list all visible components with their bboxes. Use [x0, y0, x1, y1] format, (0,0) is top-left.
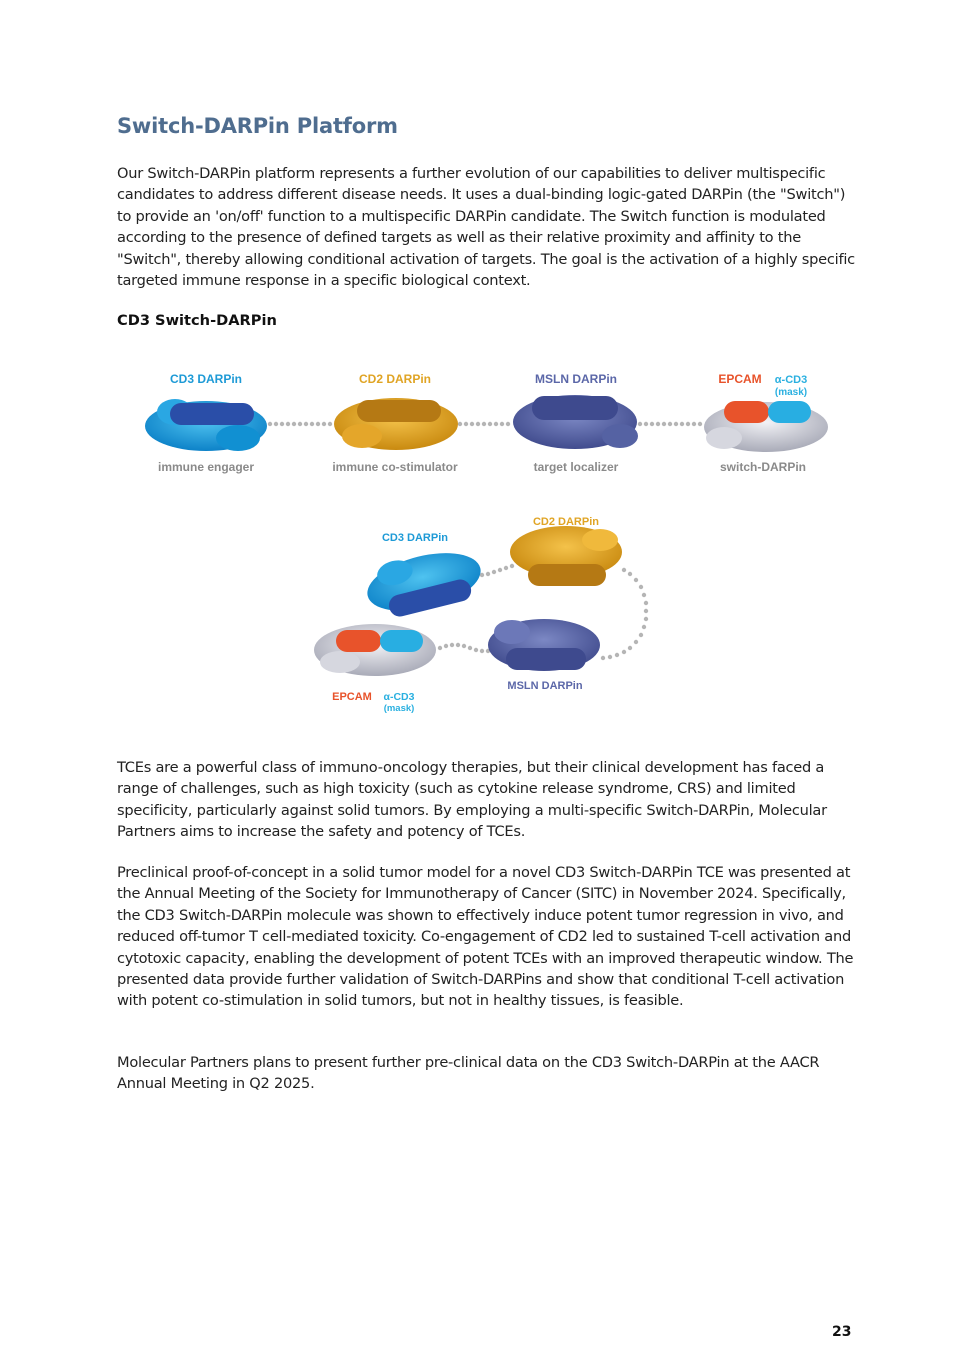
cluster-cd2-label: CD2 DARPin — [532, 516, 600, 528]
paragraph-tces: TCEs are a powerful class of immuno-oncology therapies, but their clinical development has faced a range of challenges, such as high toxicity (such as cytokine release syndrome, CRS) and limited specificity, particularly against solid tumors. By employing a multi-specific Switch-DARPin, Molecular Partners aims to increase the safety and potency of TCEs. — [117, 759, 827, 841]
cluster-alpha-cd3-label: α-CD3 — [383, 691, 415, 703]
cd2-darpin-molecule — [334, 398, 458, 450]
paragraph-preclinical: Preclinical proof-of-concept in a solid tumor model for a novel CD3 Switch-DARPin TCE was presented at the Annual Meeting of the Society for Immunotherapy of Cancer (SITC) in November 2024. Specifically, the CD3 Switch-DARPin molecule was shown to effectively induce potent tumor regression in vivo, and reduced off-tumor T cell-mediated toxicity. Co-engagement of CD2 led to sustained T-cell activation and cytotoxic capacity, enabling the development of potent TCEs with an improved therapeutic window. The presented data provide further validation of Switch-DARPins and show that conditional T-cell activation with potent co-stimulation in solid tumors, but not in healthy tissues, is feasible. — [117, 864, 854, 1010]
intro-paragraph: Our Switch-DARPin platform represents a further evolution of our capabilities to deliver multispecific candidates to address different disease needs. It uses a dual-binding logic-gated DARPin (the "Switch") to provide an 'on/off' function to a multispecific DARPin candidate. The Switch function is modulated according to the presence of defined targets as well as their relative proximity and affinity to the "Switch", thereby allowing conditional activation of targets. The goal is the activation of a highly specific targeted immune response in a specific biological context. — [117, 165, 855, 290]
cd3-darpin-molecule — [145, 399, 267, 451]
cd3-darpin-label: CD3 DARPin — [169, 372, 243, 386]
immune-engager-label: immune engager — [157, 460, 255, 474]
epcam-label: EPCAM — [718, 372, 762, 386]
target-localizer-label: target localizer — [533, 460, 619, 474]
cluster-switch-molecule — [314, 624, 436, 676]
immune-co-stimulator-label: immune co-stimulator — [332, 460, 458, 474]
paragraph-aacr: Molecular Partners plans to present further pre-clinical data on the CD3 Switch-DARPin at the AACR Annual Meeting in Q2 2025. — [117, 1054, 820, 1093]
switch-darpin-role-label: switch-DARPin — [719, 460, 807, 474]
section-title: Switch-DARPin Platform — [117, 114, 398, 138]
cd2-darpin-label: CD2 DARPin — [358, 372, 432, 386]
switch-darpin-figure — [0, 350, 968, 725]
linker-dots-top — [268, 422, 702, 426]
cluster-msln-molecule — [488, 619, 600, 671]
cluster-epcam-label: EPCAM — [332, 691, 372, 703]
page-number: 23 — [832, 1324, 852, 1340]
switch-darpin-molecule — [704, 401, 828, 452]
cluster-cd2-molecule — [510, 526, 622, 586]
msln-darpin-label: MSLN DARPin — [535, 372, 617, 386]
cluster-msln-label: MSLN DARPin — [507, 680, 583, 692]
cluster-cd3-molecule — [361, 541, 487, 623]
cluster-mask-label: (mask) — [383, 703, 415, 714]
alpha-cd3-label: α-CD3 — [774, 374, 808, 386]
msln-darpin-molecule — [513, 395, 638, 449]
subheading: CD3 Switch-DARPin — [117, 312, 277, 329]
cluster-cd3-label: CD3 DARPin — [381, 532, 449, 544]
mask-label: (mask) — [774, 387, 808, 398]
